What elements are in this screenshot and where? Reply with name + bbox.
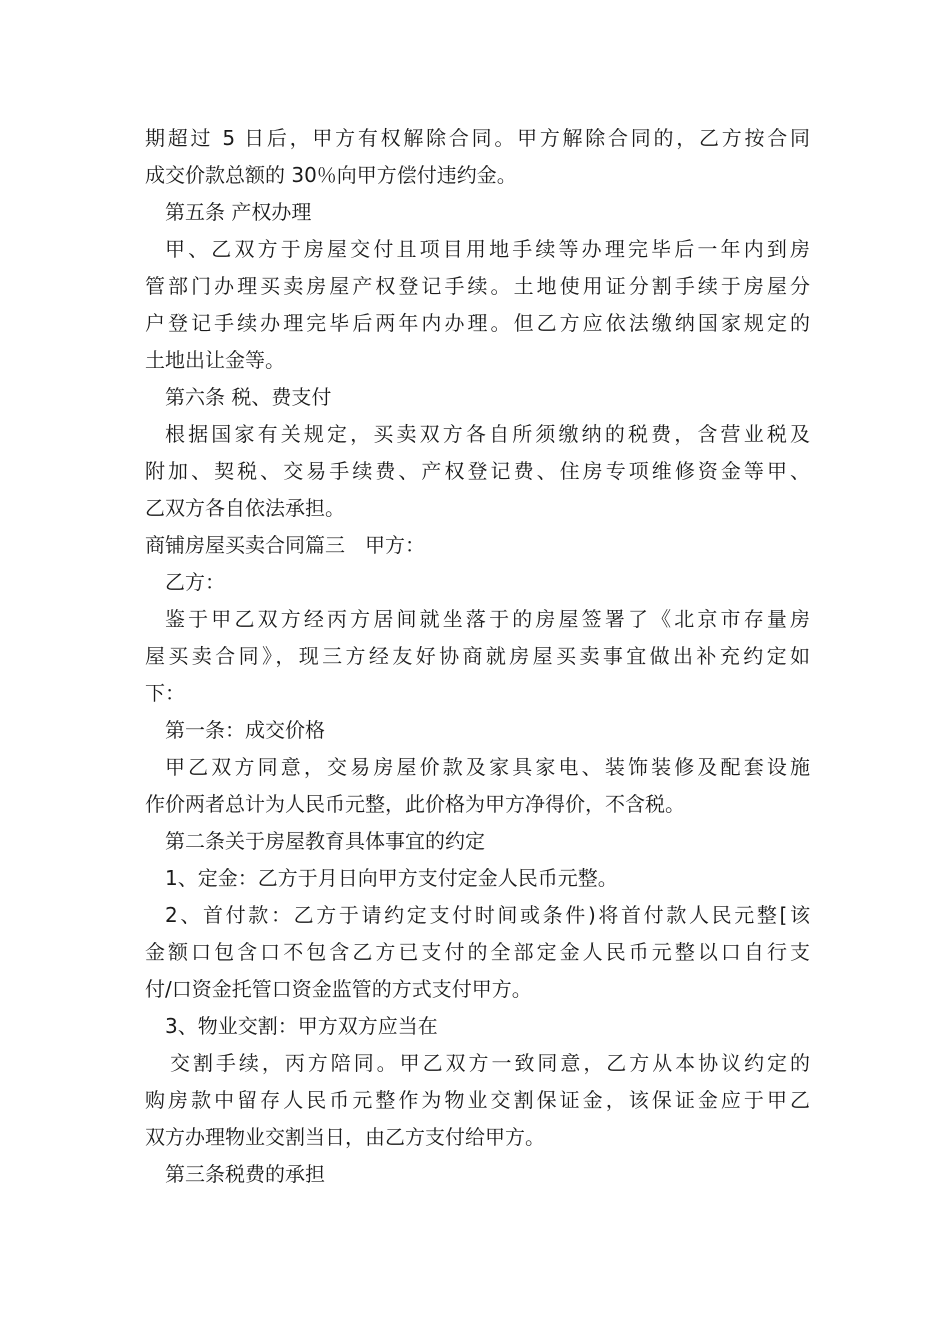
clause-item: 2、首付款：乙方于请约定支付时间或条件)将首付款人民元整[该 — [165, 903, 810, 927]
section-heading: 第五条 产权办理 — [165, 200, 312, 224]
text-line: 甲乙双方同意，交易房屋价款及家具家电、装饰装修及配套设施 — [165, 755, 810, 779]
text-line: 鉴于甲乙双方经丙方居间就坐落于的房屋签署了《北京市存量房 — [165, 607, 810, 631]
text-line: 甲、乙双方于房屋交付且项目用地手续等办理完毕后一年内到房 — [165, 237, 810, 261]
text-line: 购房款中留存人民币元整作为物业交割保证金，该保证金应于甲乙 — [145, 1088, 810, 1112]
clause-item: 3、物业交割：甲方双方应当在 — [165, 1014, 438, 1038]
text-line: 管部门办理买卖房屋产权登记手续。土地使用证分割手续于房屋分 — [145, 274, 810, 298]
section-heading: 第六条 税、费支付 — [165, 385, 332, 409]
text-line: 屋买卖合同》，现三方经友好协商就房屋买卖事宜做出补充约定如 — [145, 644, 810, 668]
text-line: 双方办理物业交割当日，由乙方支付给甲方。 — [145, 1125, 545, 1149]
document-title: 商铺房屋买卖合同篇三 甲方： — [145, 533, 425, 557]
clause-item: 1、定金：乙方于月日向甲方支付定金人民币元整。 — [165, 866, 618, 890]
party-label: 乙方： — [165, 570, 225, 594]
text-line: 金额口包含口不包含乙方已支付的全部定金人民币元整以口自行支 — [145, 940, 810, 964]
text-line: 作价两者总计为人民币元整，此价格为甲方净得价，不含税。 — [145, 792, 685, 816]
text-line: 根据国家有关规定，买卖双方各自所须缴纳的税费，含营业税及 — [165, 422, 810, 446]
text-line: 土地出让金等。 — [145, 348, 285, 372]
text-line: 成交价款总额的 30％向甲方偿付违约金。 — [145, 163, 517, 187]
text-line: 付/口资金托管口资金监管的方式支付甲方。 — [145, 977, 532, 1001]
text-line: 下： — [145, 681, 185, 705]
document-body — [145, 120, 810, 1193]
text-line: 乙双方各自依法承担。 — [145, 496, 345, 520]
text-line: 交割手续，丙方陪同。甲乙双方一致同意，乙方从本协议约定的 — [170, 1051, 810, 1075]
text-line: 期超过 5 日后，甲方有权解除合同。甲方解除合同的，乙方按合同 — [145, 126, 810, 150]
section-heading: 第二条关于房屋教育具体事宜的约定 — [165, 829, 485, 853]
section-heading: 第三条税费的承担 — [165, 1162, 325, 1186]
text-line: 附加、契税、交易手续费、产权登记费、住房专项维修资金等甲、 — [145, 459, 810, 483]
text-line: 户登记手续办理完毕后两年内办理。但乙方应依法缴纳国家规定的 — [145, 311, 810, 335]
section-heading: 第一条：成交价格 — [165, 718, 325, 742]
